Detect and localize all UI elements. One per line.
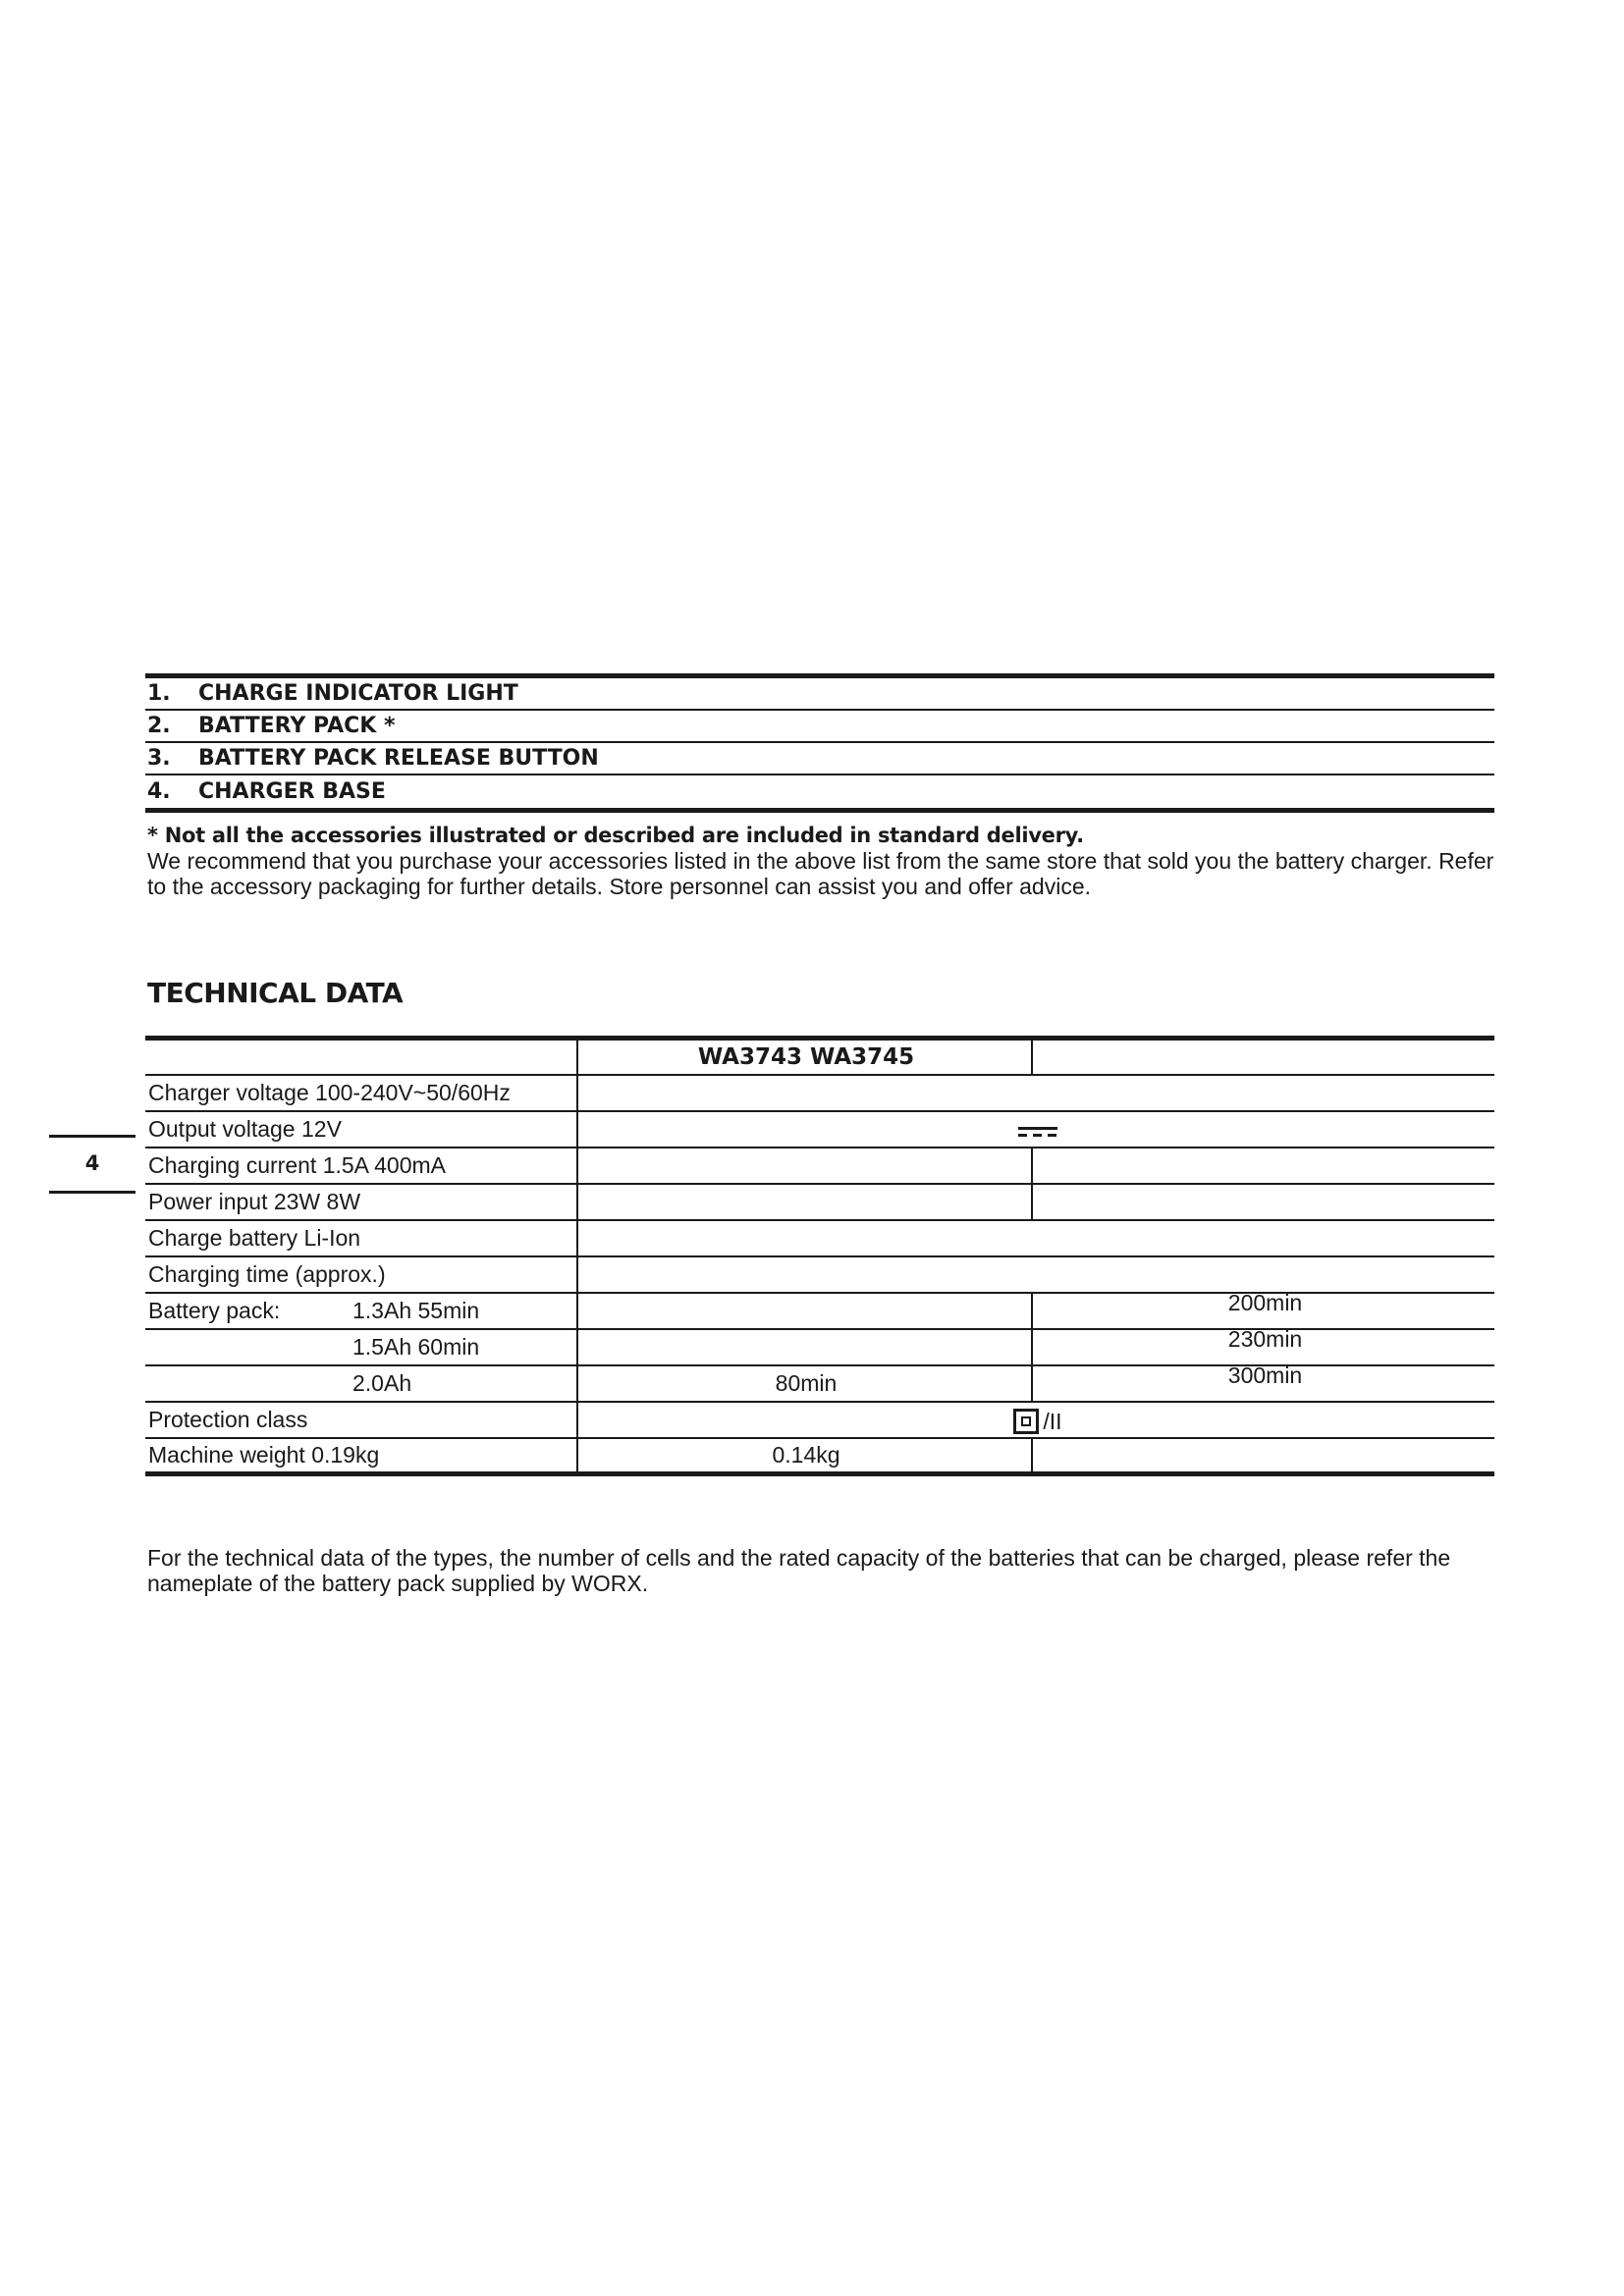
part-label: CHARGER BASE [198, 778, 386, 804]
table-cell [577, 1293, 1032, 1329]
table-cell [577, 1075, 1494, 1111]
battery-pack-2: 1.5Ah 60min [352, 1333, 480, 1360]
table-cell [1032, 1184, 1494, 1220]
charge-battery: Charge battery Li-Ion [145, 1220, 577, 1256]
battery-pack-3: 2.0Ah [352, 1369, 412, 1396]
divider [49, 1191, 135, 1194]
charging-current: Charging current 1.5A 400mA [145, 1148, 577, 1184]
table-cell [577, 1402, 1494, 1438]
table-row [145, 1184, 1494, 1220]
part-number: 3. [147, 745, 171, 771]
part-label: CHARGE INDICATOR LIGHT [198, 680, 518, 706]
model-header: WA3743 WA3745 [577, 1039, 1032, 1075]
table-row [145, 1256, 1494, 1293]
table-cell [1032, 1039, 1494, 1075]
page-number-tab [49, 1135, 135, 1194]
part-label: BATTERY PACK * [198, 713, 396, 738]
parts-list-item [145, 775, 1494, 808]
table-cell [1032, 1289, 1494, 1329]
dc-current-icon [1018, 1125, 1057, 1139]
technical-data-table [145, 1036, 1494, 1476]
section-title: TECHNICAL DATA [147, 977, 404, 1009]
table-row [145, 1293, 1494, 1329]
table-cell [577, 1148, 1032, 1184]
table-row [145, 1438, 1494, 1474]
accessories-note-text: We recommend that you purchase your accessories listed in the above list from the same store that sold you the battery charger. Refer to the accessory packaging for further details. Store personnel can assist you and offer advice. [147, 848, 1494, 899]
table-cell [1032, 1325, 1494, 1365]
table-cell [1032, 1362, 1494, 1402]
power-input: Power input 23W 8W [145, 1184, 577, 1220]
table-row [145, 1365, 1494, 1402]
table-cell [577, 1256, 1494, 1293]
battery-pack-3-time-b: 300min [1227, 1362, 1303, 1388]
part-label: BATTERY PACK RELEASE BUTTON [198, 745, 599, 771]
accessories-note [147, 823, 1502, 899]
parts-list [145, 673, 1494, 813]
part-number: 2. [147, 713, 171, 738]
table-cell [577, 1184, 1032, 1220]
table-row [145, 1329, 1494, 1365]
table-cell [1032, 1148, 1494, 1184]
page-number: 4 [84, 1151, 100, 1175]
battery-pack-1: 1.3Ah 55min [352, 1297, 480, 1323]
table-row [145, 1402, 1494, 1438]
machine-weight-value: 0.14kg [577, 1438, 1032, 1474]
accessories-note-bold: * Not all the accessories illustrated or described are included in standard delivery. [147, 824, 1084, 847]
protection-class: Protection class [145, 1402, 577, 1438]
part-number: 1. [147, 680, 171, 706]
table-cell [577, 1111, 1494, 1148]
table-cell [145, 1293, 577, 1329]
battery-pack-3-time-a: 80min [577, 1365, 1032, 1402]
protection-value: /II [1043, 1409, 1062, 1434]
table-row [145, 1039, 1494, 1075]
table-cell [145, 1365, 577, 1402]
class-ii-insulation-icon [1013, 1409, 1039, 1434]
footer-note: For the technical data of the types, the number of cells and the rated capacity of the batteries that can be charged, please refer the nameplate of the battery pack supplied by WORX. [147, 1545, 1451, 1596]
table-row [145, 1075, 1494, 1111]
output-voltage: Output voltage 12V [145, 1111, 577, 1148]
charging-time: Charging time (approx.) [145, 1256, 577, 1293]
table-cell [1032, 1438, 1494, 1474]
table-row [145, 1148, 1494, 1184]
table-row [145, 1220, 1494, 1256]
table-cell [577, 1329, 1032, 1365]
charger-voltage: Charger voltage 100-240V~50/60Hz [145, 1075, 577, 1111]
machine-weight: Machine weight 0.19kg [145, 1438, 577, 1474]
battery-pack-2-time: 230min [1227, 1325, 1303, 1352]
table-cell [577, 1220, 1494, 1256]
parts-list-item [145, 711, 1494, 743]
table-cell [145, 1329, 577, 1365]
battery-pack-1-time: 200min [1227, 1289, 1303, 1315]
part-number: 4. [147, 778, 171, 804]
table-row [145, 1111, 1494, 1148]
battery-pack-label: Battery pack: [148, 1297, 281, 1323]
parts-list-item [145, 743, 1494, 775]
table-cell [145, 1039, 577, 1075]
parts-list-item [145, 678, 1494, 711]
